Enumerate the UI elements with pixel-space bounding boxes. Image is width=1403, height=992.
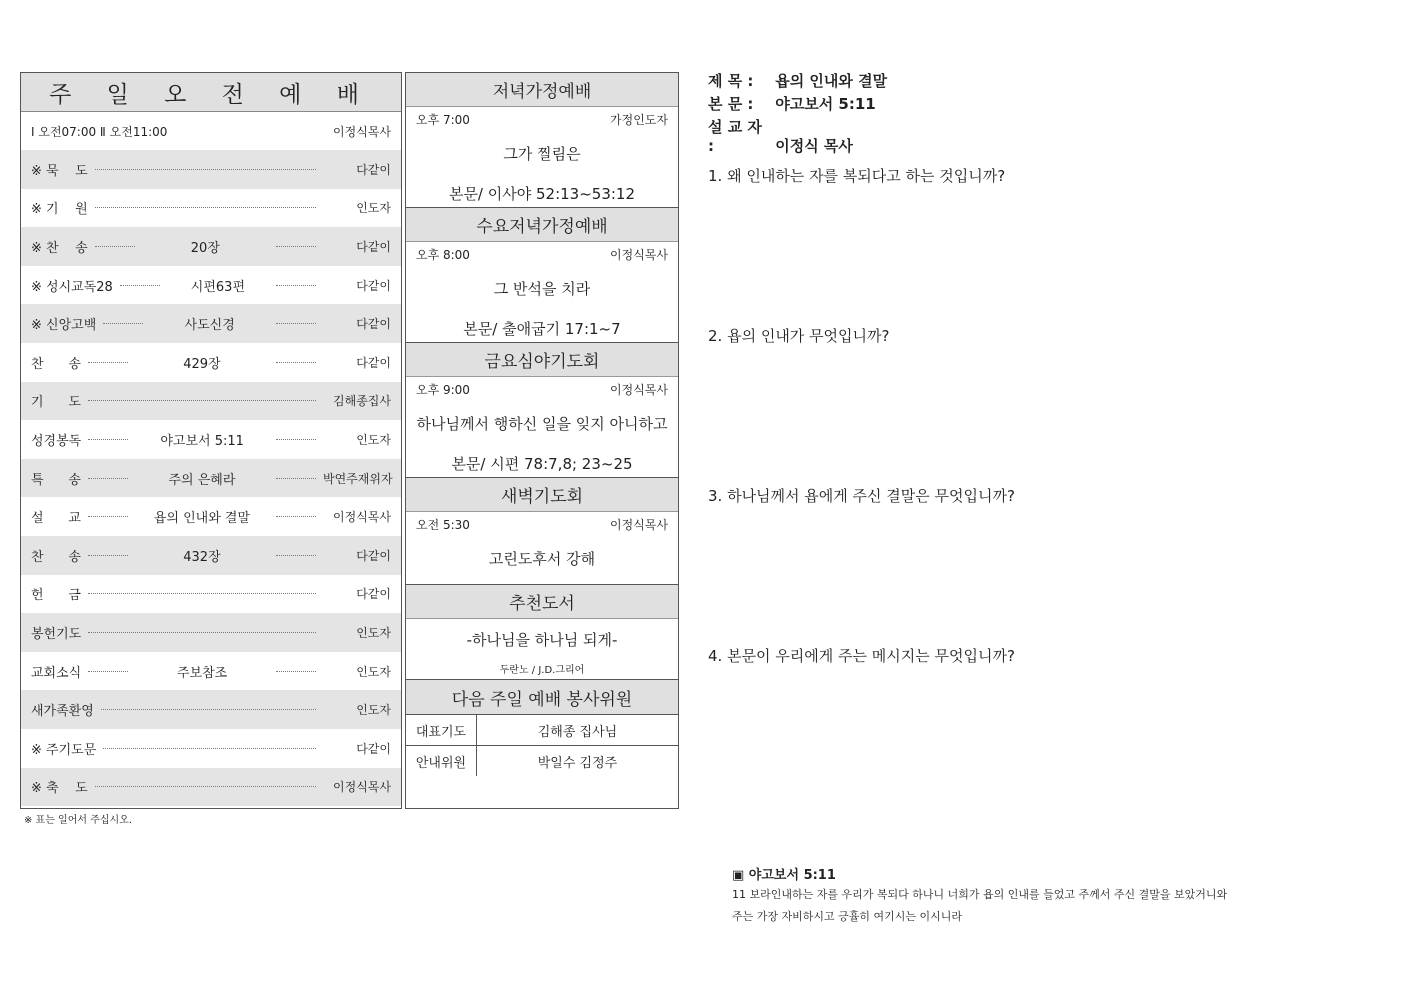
sermon-text-key: 본 문 : [708, 95, 754, 113]
order-item-label: 교회소식 [31, 665, 82, 681]
order-item-leader-line [92, 169, 319, 170]
dotted-leader [88, 478, 128, 479]
service-section [406, 208, 678, 343]
list-item [21, 575, 401, 614]
service-title: 저녁가정예배 [406, 73, 678, 107]
service-leader: 이정식목사 [610, 248, 668, 262]
list-item [21, 652, 401, 691]
order-item-leader: 인도자 [356, 625, 391, 640]
order-item-label: ※ 기 원 [31, 202, 88, 218]
order-item-label: 성경봉독 [31, 433, 82, 449]
service-sermon-title: 고린도후서 강해 [488, 550, 596, 568]
list-item [21, 729, 401, 768]
order-item-leader-line [117, 276, 319, 295]
order-item-leader-line [85, 400, 319, 401]
service-meta [406, 242, 678, 264]
order-item-leader: 다같이 [356, 548, 391, 563]
order-item-leader: 박연주재위자 [323, 471, 393, 486]
service-leader: 이정식목사 [610, 518, 668, 532]
service-scripture: 본문/ 시편 78:7,8; 23~25 [451, 455, 633, 473]
order-item-label: 새가족환영 [31, 704, 94, 720]
service-meta [406, 377, 678, 399]
dotted-leader [88, 439, 128, 440]
recommended-book-author: 두란노 / J.D.그리어 [499, 665, 585, 676]
order-item-label: ※ 신앙고백 [31, 318, 97, 334]
order-item-leader-line [85, 507, 319, 526]
sermon-title-value: 욥의 인내와 결말 [775, 72, 888, 90]
list-item [21, 150, 401, 189]
list-item [21, 420, 401, 459]
order-item-leader-line [100, 748, 319, 749]
standing-footnote: ※ 표는 일어서 주십시오. [24, 815, 133, 826]
service-sermon-title: 그가 찔림은 [503, 145, 581, 163]
order-item-leader: 다같이 [356, 741, 391, 756]
volunteer-role: 대표기도 [406, 715, 477, 746]
service-sermon-title: 하나님께서 행하신 일을 잊지 아니하고 [416, 415, 668, 433]
order-item-leader: 다같이 [356, 317, 391, 332]
order-item-label: ※ 묵 도 [31, 163, 88, 179]
preacher-value: 이정식 목사 [775, 137, 853, 155]
order-item-leader: 다같이 [356, 239, 391, 254]
service-title: 새벽기도회 [406, 478, 678, 512]
dotted-leader [95, 207, 316, 208]
service-section [406, 478, 678, 585]
list-item [21, 613, 401, 652]
table-row [406, 715, 678, 746]
volunteers-table [406, 714, 678, 776]
question-4: 4. 본문이 우리에게 주는 메시지는 무엇입니까? [708, 647, 1015, 665]
recommended-book-section [406, 585, 678, 680]
order-item-value: 432장 [183, 549, 221, 565]
dotted-leader [276, 555, 316, 556]
order-item-value: 시편63편 [190, 279, 246, 295]
order-item-leader-line [92, 207, 319, 208]
order-item-label: 특 송 [31, 472, 81, 488]
service-sermon-title: 그 반석을 치라 [493, 280, 591, 298]
order-item-leader-line [85, 430, 319, 449]
dotted-leader [276, 323, 316, 324]
service-leader: 가정인도자 [610, 113, 668, 127]
worship-order-list [21, 150, 401, 806]
worship-times-leader: 이정식목사 [333, 124, 391, 139]
order-item-label: 기 도 [31, 395, 81, 411]
service-title: 금요심야기도회 [406, 343, 678, 377]
order-item-leader-line [92, 786, 319, 787]
order-item-label: 봉헌기도 [31, 626, 82, 642]
question-1: 1. 왜 인내하는 자를 복되다고 하는 것입니까? [708, 167, 1006, 185]
recommended-book-name: -하나님을 하나님 되게- [466, 631, 618, 649]
service-scripture: 본문/ 이사야 52:13~53:12 [448, 185, 636, 203]
sermon-text-line [708, 93, 876, 114]
list-item [21, 382, 401, 421]
order-item-label: 설 교 [31, 511, 81, 527]
service-section [406, 343, 678, 478]
sermon-title-key: 제 목 : [708, 72, 754, 90]
order-item-label: ※ 찬 송 [31, 240, 88, 256]
volunteer-names: 박일수 김정주 [477, 746, 679, 777]
volunteers-title: 다음 주일 예배 봉사위원 [406, 680, 678, 714]
dotted-leader [88, 516, 128, 517]
worship-times-row [21, 112, 401, 150]
service-title: 수요저녁가정예배 [406, 208, 678, 242]
service-time: 오후 8:00 [416, 248, 470, 262]
order-item-leader: 이정식목사 [333, 780, 391, 795]
volunteer-names: 김해종 집사님 [477, 715, 679, 746]
dotted-leader [88, 632, 316, 633]
order-item-leader-line [92, 237, 319, 256]
order-item-leader: 다같이 [356, 587, 391, 602]
list-item [21, 768, 401, 807]
dotted-leader [88, 362, 128, 363]
sermon-text-value: 야고보서 5:11 [775, 95, 876, 113]
verse-line-2: 주는 가장 자비하시고 긍휼히 여기시는 이시니라 [732, 910, 963, 923]
order-item-label: ※ 주기도문 [31, 742, 97, 758]
order-item-label: 찬 송 [31, 549, 81, 565]
order-item-value: 429장 [183, 356, 221, 372]
order-item-leader-line [85, 353, 319, 372]
order-item-leader-line [85, 662, 319, 681]
order-item-leader: 인도자 [356, 201, 391, 216]
order-item-leader-line [98, 709, 319, 710]
order-item-value: 주보참조 [177, 665, 228, 681]
service-meta [406, 512, 678, 534]
question-3: 3. 하나님께서 욥에게 주신 결말은 무엇입니까? [708, 487, 1015, 505]
worship-order-table [20, 72, 402, 809]
order-item-label: 헌 금 [31, 588, 81, 604]
dotted-leader [95, 246, 135, 247]
dotted-leader [95, 786, 316, 787]
list-item [21, 304, 401, 343]
order-item-value: 주의 은혜라 [168, 472, 236, 488]
list-item [21, 497, 401, 536]
order-item-label: ※ 성시교독28 [31, 279, 113, 295]
recommended-book-title: 추천도서 [406, 585, 678, 619]
dotted-leader [95, 169, 316, 170]
question-2: 2. 욥의 인내가 무엇입니까? [708, 327, 890, 345]
dotted-leader [276, 516, 316, 517]
worship-title: 주 일 오 전 예 배 [21, 73, 401, 112]
dotted-leader [276, 362, 316, 363]
services-column [405, 72, 679, 809]
service-scripture: 본문/ 출애굽기 17:1~7 [463, 320, 621, 338]
order-item-leader: 김해종집사 [333, 394, 391, 409]
dotted-leader [276, 285, 316, 286]
order-item-leader-line [85, 632, 319, 633]
order-item-leader-line [85, 593, 319, 594]
order-item-value: 20장 [190, 240, 220, 256]
order-item-leader-line [85, 469, 319, 488]
order-item-leader: 다같이 [356, 355, 391, 370]
sermon-title-line [708, 70, 887, 91]
list-item [21, 266, 401, 305]
verse-line-1: 11 보라인내하는 자를 우리가 복되다 하나니 너희가 욥의 인내를 들었고 주께서 주신 결말을 보았거니와 [732, 888, 1228, 901]
list-item [21, 690, 401, 729]
table-row [406, 746, 678, 777]
dotted-leader [103, 323, 143, 324]
dotted-leader [101, 709, 316, 710]
service-meta [406, 107, 678, 129]
worship-times: Ⅰ 오전07:00 Ⅱ 오전11:00 [31, 124, 168, 139]
dotted-leader [88, 555, 128, 556]
dotted-leader [120, 285, 160, 286]
preacher-line [708, 116, 853, 156]
order-item-leader: 인도자 [356, 664, 391, 679]
service-time: 오전 5:30 [416, 518, 470, 532]
list-item [21, 227, 401, 266]
order-item-leader: 인도자 [356, 703, 391, 718]
order-item-leader: 이정식목사 [333, 510, 391, 525]
order-item-value: 야고보서 5:11 [160, 433, 244, 449]
dotted-leader [276, 478, 316, 479]
order-item-leader-line [85, 546, 319, 565]
volunteers-section [406, 680, 678, 776]
order-item-leader: 인도자 [356, 432, 391, 447]
dotted-leader [276, 439, 316, 440]
service-section [406, 73, 678, 208]
preacher-key: 설 교 자 : [708, 118, 762, 155]
dotted-leader [88, 671, 128, 672]
dotted-leader [88, 400, 316, 401]
order-item-leader-line [100, 314, 319, 333]
dotted-leader [276, 246, 316, 247]
list-item [21, 189, 401, 228]
service-time: 오후 9:00 [416, 383, 470, 397]
dotted-leader [88, 593, 316, 594]
service-time: 오후 7:00 [416, 113, 470, 127]
dotted-leader [276, 671, 316, 672]
order-item-value: 사도신경 [184, 318, 235, 334]
order-item-label: 찬 송 [31, 356, 81, 372]
volunteer-role: 안내위원 [406, 746, 477, 777]
order-item-label: ※ 축 도 [31, 781, 88, 797]
dotted-leader [103, 748, 316, 749]
service-list [406, 73, 678, 585]
service-leader: 이정식목사 [610, 383, 668, 397]
order-item-value: 욥의 인내와 결말 [153, 511, 251, 527]
order-item-leader: 다같이 [356, 162, 391, 177]
order-item-leader: 다같이 [356, 278, 391, 293]
list-item [21, 343, 401, 382]
list-item [21, 459, 401, 498]
verse-heading: ▣ 야고보서 5:11 [732, 868, 836, 883]
list-item [21, 536, 401, 575]
